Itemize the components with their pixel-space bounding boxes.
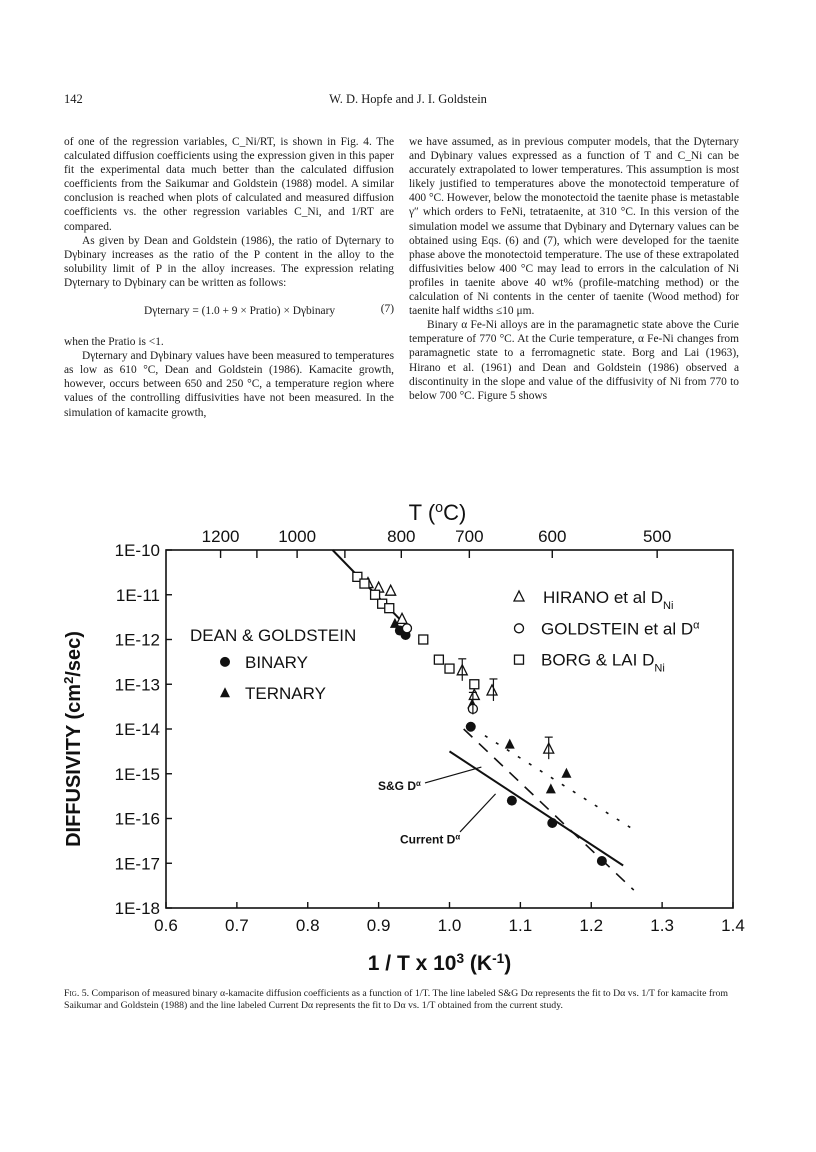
equation-text: Dγternary = (1.0 + 9 × Pratio) × Dγbinary (144, 305, 336, 318)
figure-5 (0, 490, 816, 990)
page-number: 142 (64, 92, 83, 106)
y-tick-label: 1E-12 (114, 630, 160, 650)
annotation-arrow-current (460, 794, 496, 832)
y-tick-label: 1E-17 (114, 854, 160, 874)
top-tick-label: 700 (455, 527, 484, 546)
data-point-open-square (371, 590, 380, 599)
running-head: W. D. Hopfe and J. I. Goldstein (329, 92, 487, 106)
x-tick-label: 1.1 (508, 916, 533, 935)
data-point-open-square (470, 680, 479, 689)
top-tick-label: 800 (387, 527, 416, 546)
figure-caption (64, 988, 756, 1013)
x-tick-label: 0.6 (154, 916, 178, 935)
equation-7 (64, 292, 394, 332)
data-point-open-square (434, 655, 443, 664)
x-tick-label: 0.7 (225, 916, 249, 935)
data-point-open-triangle (386, 585, 396, 595)
diffusivity-chart (0, 490, 816, 985)
legend-goldstein-label: GOLDSTEIN et al $D^\alpha$ (541, 619, 700, 639)
y-tick-label: 1E-18 (114, 899, 160, 918)
paragraph: As given by Dean and Goldstein (1986), the ratio of Dγternary to Dγbinary increases as the ratio of the P content in the alloy to the solubility limit of P in the alloy increases. The expression relating Dγternary to Dγbinary can be written as follows: (64, 234, 394, 289)
paragraph: Dγternary and Dγbinary values have been measured to temperatures as low as 610 °C, Dean and Goldstein (1986). Kamacite growth, however, occurs between 650 and 250 °C, a temperature region where values of the controlling diffusivities have not been measured. In the simulation of kamacite growth, (64, 350, 394, 419)
data-point-open-square (385, 604, 394, 613)
top-tick-label: 600 (538, 527, 567, 546)
caption-text: Comparison of measured binary α-kamacite diffusion coefficients as a function of 1/T. The line labeled S&G Dα represents the fit to Dα vs. 1/T for kamacite from Saikumar and Goldstein (1988) and the line labeled Current Dα represents the fit to Dα vs. 1/T obtained from the current study. (64, 988, 728, 1012)
annotation-current: Current $D^\alpha$ (400, 832, 461, 847)
text-column-left (64, 135, 394, 420)
top-tick-label: 500 (642, 527, 672, 546)
data-point-open-circle (402, 624, 411, 633)
data-point-filled-triangle (546, 783, 556, 793)
x-tick-label: 1.3 (650, 916, 674, 935)
data-point-open-square (360, 579, 369, 588)
legend-goldstein-marker (515, 624, 524, 633)
y-tick-label: 1E-14 (114, 720, 160, 739)
text-column-right (409, 135, 739, 403)
top-tick-label: 1200 (201, 527, 240, 546)
legend-hirano-label: HIRANO et al $D_{Ni}$ (543, 587, 674, 612)
x-axis-title: 1 / T x $10^3$ $(K^{-1})$ (367, 950, 512, 975)
data-point-open-square (419, 635, 428, 644)
data-point-open-triangle (487, 685, 497, 695)
paragraph: when the Pratio is <1. (64, 336, 164, 349)
paragraph: Binary α Fe-Ni alloys are in the paramagnetic state above the Curie temperature of 770 °C. At the Curie temperature, α Fe-Ni changes from paramagnetic state to a ferromagnetic state. Borg and Lai (1963), Hirano et al. (1961) and Dean and Goldstein (1986) observed a discontinuity in the slope and value of the diffusivity of Ni from 770 to below 700 °C. Figure 5 shows (409, 319, 739, 402)
x-tick-label: 1.2 (579, 916, 604, 935)
annotation-sg: S&G $D^\alpha$ (378, 778, 421, 793)
paragraph: we have assumed, as in previous computer models, that the Dγternary and Dγbinary values expressed as a function of T and C_Ni can be accurately extrapolated to lower temperatures. This assumption is most likely justified to temperatures above the monotectoid temperature of 400 °C. However, below the monotectoid the taenite phase is metastable γ″ which orders to FeNi, tetrataenite, at 310 °C. In this version of the simulation model we assume that Dγbinary and Dγternary values can be obtained using Eqs. (6) and (7), which were developed for the taenite phase above the monotectoid temperature. The use of these extrapolated diffusivities below 400 °C may lead to errors in the calculation of Ni profiles in taenite above 40 wt% (profile-matching method) or the calculation of Ni contents in the center of taenite (Wood method) for taenite half widths ≤10 μm. (409, 136, 739, 318)
data-point-filled-circle (466, 722, 476, 732)
legend-hirano-marker (514, 591, 524, 601)
x-tick-label: 0.8 (295, 916, 320, 935)
y-tick-label: 1E-11 (115, 585, 160, 605)
x-tick-label: 1.4 (721, 916, 745, 935)
data-point-filled-triangle (561, 768, 571, 778)
line-ternary-trend (485, 736, 630, 828)
data-point-open-triangle (469, 689, 479, 699)
data-point-filled-circle (547, 818, 557, 828)
annotation-arrow-sg (425, 767, 481, 783)
y-axis-title: DIFFUSIVITY $(cm^2/\sec)$ (60, 631, 85, 847)
data-point-open-square (445, 664, 454, 673)
data-point-filled-circle (507, 796, 517, 806)
x-tick-label: 1.0 (437, 916, 462, 935)
y-tick-label: 1E-10 (114, 541, 160, 560)
y-tick-label: 1E-13 (114, 675, 160, 695)
legend-ternary-label: TERNARY (245, 684, 326, 704)
x-tick-label: 0.9 (366, 916, 391, 935)
legend-borg-marker (515, 655, 524, 664)
y-tick-label: 1E-16 (114, 809, 160, 829)
legend-borg-label: BORG & LAI $D_{Ni}$ (541, 650, 665, 675)
legend-binary-label: BINARY (245, 652, 308, 672)
paragraph: of one of the regression variables, C_Ni/RT, is shown in Fig. 4. The calculated diffusion coefficients using the expression given in this paper fit the experimental data much better than the calculated diffusion coefficients from the Saikumar and Goldstein (1988) model. A similar conclusion is reached when plots of calculated and measured diffusion coefficients vs. the other regression variables C_Ni, and 1/RT are compared. (64, 136, 394, 233)
legend-dean-title: DEAN & GOLDSTEIN (190, 626, 357, 646)
top-tick-label: 1000 (278, 527, 317, 546)
top-axis-title: T ($^o$C) (408, 500, 467, 525)
data-point-filled-circle (597, 856, 607, 866)
equation-number: (7) (380, 303, 394, 316)
data-point-filled-triangle (505, 739, 515, 749)
y-tick-label: 1E-15 (114, 764, 160, 784)
legend-binary-marker (220, 657, 230, 667)
legend-ternary-marker (220, 687, 230, 697)
caption-label: Fig. 5. (64, 988, 90, 999)
